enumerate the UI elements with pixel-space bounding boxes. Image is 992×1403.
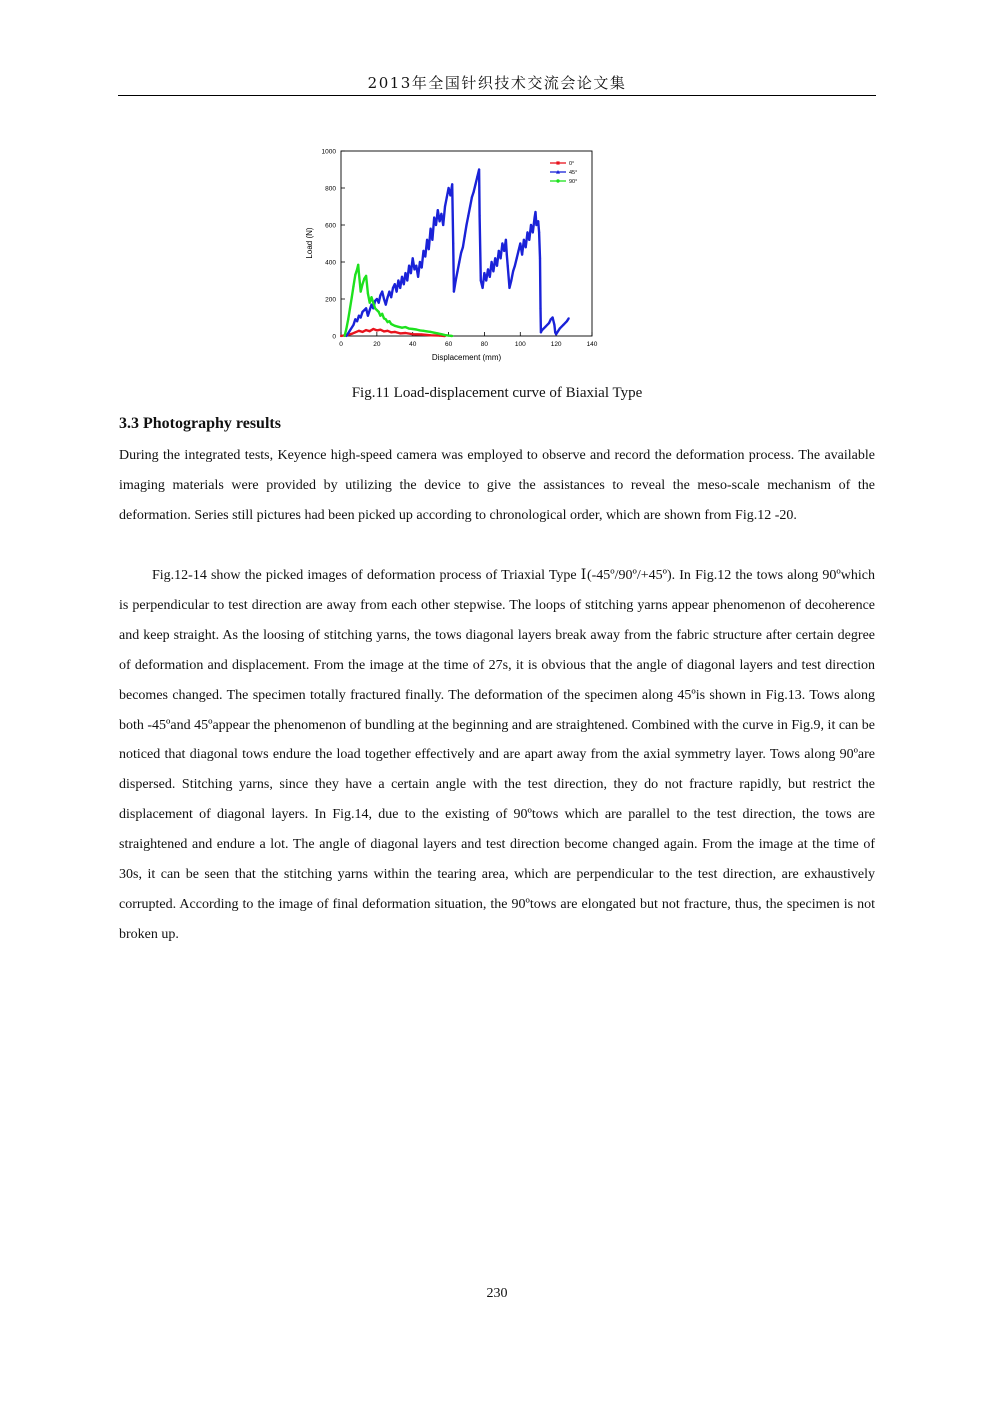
legend-square-marker	[556, 161, 559, 164]
data-point	[426, 330, 428, 332]
data-point	[421, 266, 423, 268]
data-point	[404, 332, 406, 334]
data-point	[360, 316, 362, 318]
data-point	[568, 317, 570, 319]
data-point	[352, 324, 354, 326]
data-point	[401, 276, 403, 278]
data-point	[357, 264, 359, 266]
data-point	[440, 333, 442, 335]
data-point	[550, 318, 552, 320]
data-point	[452, 242, 454, 244]
data-point	[566, 320, 568, 322]
data-point	[473, 191, 475, 193]
y-tick-label: 800	[325, 185, 336, 193]
data-point	[482, 287, 484, 289]
paragraph-1: During the integrated tests, Keyence high-speed camera was employed to observe and record the deformation process. The available imaging materials were provided by utilizing the device to give the assistances to reveal the meso-scale mechanism of the deformation. Series still pictures had been picked up according to chronological order, which are shown from Fig.12 -20.	[119, 448, 875, 523]
data-point	[378, 302, 380, 304]
data-point	[430, 228, 432, 230]
data-point	[401, 327, 403, 329]
data-point	[517, 250, 519, 252]
data-point	[379, 294, 381, 296]
data-point	[538, 231, 540, 233]
data-point	[412, 328, 414, 330]
data-point	[365, 307, 367, 309]
data-point	[406, 279, 408, 281]
data-point	[387, 330, 389, 332]
data-point	[562, 324, 564, 326]
data-point	[430, 331, 432, 333]
legend-label: 0°	[569, 161, 575, 167]
data-point	[422, 250, 424, 252]
data-point	[526, 231, 528, 233]
data-point	[449, 194, 451, 196]
data-point	[548, 322, 550, 324]
data-point	[433, 332, 435, 334]
data-point	[467, 215, 469, 217]
data-point	[383, 330, 385, 332]
data-point	[387, 296, 389, 298]
data-point	[345, 328, 347, 330]
data-point	[369, 309, 371, 311]
data-point	[442, 224, 444, 226]
data-point	[506, 254, 508, 256]
data-point	[460, 252, 462, 254]
x-tick-label: 140	[586, 341, 598, 348]
load-displacement-chart	[298, 143, 608, 373]
data-point	[385, 304, 387, 306]
data-point	[471, 196, 473, 198]
data-point	[356, 268, 358, 270]
data-point	[365, 275, 367, 277]
data-point	[383, 298, 385, 300]
data-point	[349, 307, 351, 309]
data-point	[392, 287, 394, 289]
data-point	[428, 248, 430, 250]
x-axis-ticks	[339, 332, 598, 348]
data-point	[399, 287, 401, 289]
data-point	[413, 268, 415, 270]
y-tick-label: 1000	[321, 148, 336, 156]
data-point	[358, 315, 360, 317]
data-point	[537, 220, 539, 222]
figure-caption: Fig.11 Load-displacement curve of Biaxial Type	[351, 385, 643, 401]
data-point	[451, 335, 453, 337]
data-point	[525, 246, 527, 248]
data-point	[512, 270, 514, 272]
data-point	[476, 176, 478, 178]
data-point	[361, 311, 363, 313]
data-point	[351, 296, 353, 298]
data-point	[535, 224, 537, 226]
data-point	[559, 328, 561, 330]
data-point	[424, 255, 426, 257]
data-point	[503, 250, 505, 252]
data-point	[523, 239, 525, 241]
data-point	[370, 304, 372, 306]
x-tick-label: 100	[514, 341, 526, 348]
data-point	[426, 239, 428, 241]
data-point	[534, 211, 536, 213]
data-point	[539, 307, 541, 309]
data-point	[419, 329, 421, 331]
data-point	[378, 311, 380, 313]
data-point	[480, 279, 482, 281]
data-point	[516, 257, 518, 259]
data-point	[489, 276, 491, 278]
data-point	[421, 333, 423, 335]
data-point	[381, 291, 383, 293]
data-point	[379, 329, 381, 331]
data-point	[365, 329, 367, 331]
data-point	[514, 265, 516, 267]
data-point	[419, 261, 421, 263]
data-point	[539, 257, 541, 259]
data-point	[444, 205, 446, 207]
data-point	[500, 257, 502, 259]
x-tick-label: 80	[480, 341, 489, 348]
data-point	[367, 292, 369, 294]
data-point	[372, 302, 374, 304]
running-header: 2013年全国针织技术交流会论文集	[367, 74, 627, 92]
data-point	[412, 333, 414, 335]
data-point	[510, 279, 512, 281]
data-point	[351, 333, 353, 335]
data-point	[431, 239, 433, 241]
data-point	[501, 242, 503, 244]
data-point	[340, 335, 342, 337]
data-point	[369, 302, 371, 304]
data-point	[390, 331, 392, 333]
chart-legend	[550, 161, 577, 185]
data-point	[390, 296, 392, 298]
data-point	[361, 331, 363, 333]
data-point	[358, 330, 360, 332]
data-point	[388, 320, 390, 322]
section-heading: 3.3 Photography results	[119, 415, 281, 432]
data-point	[456, 270, 458, 272]
data-point	[372, 328, 374, 330]
data-point	[519, 242, 521, 244]
data-point	[397, 326, 399, 328]
data-point	[455, 279, 457, 281]
data-point	[394, 331, 396, 333]
data-point	[415, 328, 417, 330]
header-rule	[118, 95, 876, 96]
data-point	[496, 265, 498, 267]
x-tick-label: 40	[409, 341, 417, 348]
data-point	[528, 239, 530, 241]
data-point	[394, 283, 396, 285]
x-tick-label: 0	[339, 341, 343, 348]
data-point	[485, 279, 487, 281]
data-point	[367, 315, 369, 317]
data-point	[347, 318, 349, 320]
data-point	[448, 187, 450, 189]
data-point	[376, 298, 378, 300]
data-point	[408, 328, 410, 330]
data-point	[349, 329, 351, 331]
y-axis-label: Load (N)	[305, 227, 314, 259]
data-point	[492, 270, 494, 272]
data-point	[360, 291, 362, 293]
paragraph-2: Fig.12-14 show the picked images of deformation process of Triaxial Type Ⅰ(-45º/90º/+45º). In Fig.12 the tows along 90ºwhich is perpendicular to test direction are away from each other stepwise. The loops of stitching yarns appear phenomenon of decoherence and keep straight. As the loosing of stitching yarns, the tows diagonal layers break away from the fabric structure after certain degree of deformation and displacement. From the image at the time of 27s, it is obvious that the angle of diagonal layers and test direction becomes changed. The specimen totally fractured finally. The deformation of the specimen along 45ºis shown in Fig.13. Tows along both -45ºand 45ºappear the phenomenon of bundling at the beginning and are straightened. Combined with the curve in Fig.9, it can be noticed that diagonal tows endure the load together effectively and are apart away from the axial symmetry layer. Tows along 90ºare dispersed. Stitching yarns, since they have a certain angle with the test direction, they do not fracture rapidly, but restrict the displacement of diagonal layers. In Fig.14, due to the existing of 90ºtows which are parallel to the test direction, the tows are straightened and endure a lot. The angle of diagonal layers and test direction become changed again. From the image at the time of 30s, it can be seen that the stitching yarns within the tearing area, which are perpendicular to the test direction, are exhaustively corrupted. According to the image of final deformation situation, the 90ºtows are elongated but not fracture, thus, the specimen is not broken up.	[119, 568, 875, 942]
data-point	[352, 285, 354, 287]
data-point	[361, 283, 363, 285]
data-point	[404, 326, 406, 328]
data-point	[435, 224, 437, 226]
y-tick-label: 600	[325, 222, 336, 230]
data-point	[464, 235, 466, 237]
data-point	[374, 307, 376, 309]
data-point	[453, 291, 455, 293]
data-point	[388, 291, 390, 293]
data-point	[412, 257, 414, 259]
data-point	[344, 335, 346, 337]
data-point	[444, 334, 446, 336]
x-tick-label: 120	[550, 341, 562, 348]
data-point	[474, 183, 476, 185]
data-point	[415, 265, 417, 267]
y-tick-label: 200	[325, 296, 336, 304]
data-point	[354, 331, 356, 333]
y-tick-label: 0	[332, 333, 336, 341]
data-point	[451, 183, 453, 185]
data-point	[370, 296, 372, 298]
data-point	[397, 279, 399, 281]
data-point	[532, 231, 534, 233]
data-point	[358, 272, 360, 274]
data-point	[521, 254, 523, 256]
data-point	[540, 331, 542, 333]
data-point	[469, 205, 471, 207]
x-axis-label: Displacement (mm)	[431, 353, 502, 362]
data-point	[478, 168, 480, 170]
data-point	[374, 300, 376, 302]
data-point	[396, 291, 398, 293]
data-point	[433, 217, 435, 219]
data-point	[552, 316, 554, 318]
data-point	[446, 196, 448, 198]
data-point	[385, 318, 387, 320]
data-point	[462, 246, 464, 248]
data-point	[440, 213, 442, 215]
legend-label: 45°	[569, 170, 578, 176]
data-point	[534, 217, 536, 219]
data-point	[356, 320, 358, 322]
plot-frame	[341, 151, 592, 336]
x-tick-label: 20	[373, 341, 381, 348]
data-point	[354, 318, 356, 320]
data-point	[376, 329, 378, 331]
data-point	[379, 315, 381, 317]
data-point	[491, 261, 493, 263]
data-point	[508, 287, 510, 289]
data-point	[417, 276, 419, 278]
y-axis-ticks	[322, 149, 345, 341]
data-point	[479, 215, 481, 217]
data-point	[381, 313, 383, 315]
data-point	[376, 309, 378, 311]
data-point	[544, 326, 546, 328]
series-layer	[340, 168, 570, 337]
data-point	[507, 265, 509, 267]
data-point	[437, 332, 439, 334]
x-tick-label: 60	[444, 341, 453, 348]
data-point	[483, 272, 485, 274]
data-point	[498, 250, 500, 252]
legend-circle-marker	[556, 179, 559, 182]
series-line-1	[346, 170, 568, 337]
data-point	[403, 283, 405, 285]
data-point	[437, 209, 439, 211]
data-point	[439, 220, 441, 222]
data-point	[465, 224, 467, 226]
data-point	[363, 278, 365, 280]
data-point	[404, 272, 406, 274]
data-point	[430, 334, 432, 336]
data-point	[505, 239, 507, 241]
data-point	[554, 331, 556, 333]
data-point	[487, 268, 489, 270]
data-point	[408, 265, 410, 267]
data-point	[369, 330, 371, 332]
data-point	[555, 333, 557, 335]
data-point	[530, 224, 532, 226]
legend-label: 90°	[569, 179, 578, 185]
series-line-2	[345, 265, 453, 336]
data-point	[553, 324, 555, 326]
data-point	[541, 329, 543, 331]
data-point	[494, 257, 496, 259]
data-point	[458, 261, 460, 263]
data-point	[354, 274, 356, 276]
data-point	[399, 332, 401, 334]
data-point	[448, 335, 450, 337]
data-point	[410, 272, 412, 274]
data-point	[422, 330, 424, 332]
page-number: 230	[486, 1286, 508, 1301]
data-point	[394, 325, 396, 327]
y-tick-label: 400	[325, 259, 336, 267]
